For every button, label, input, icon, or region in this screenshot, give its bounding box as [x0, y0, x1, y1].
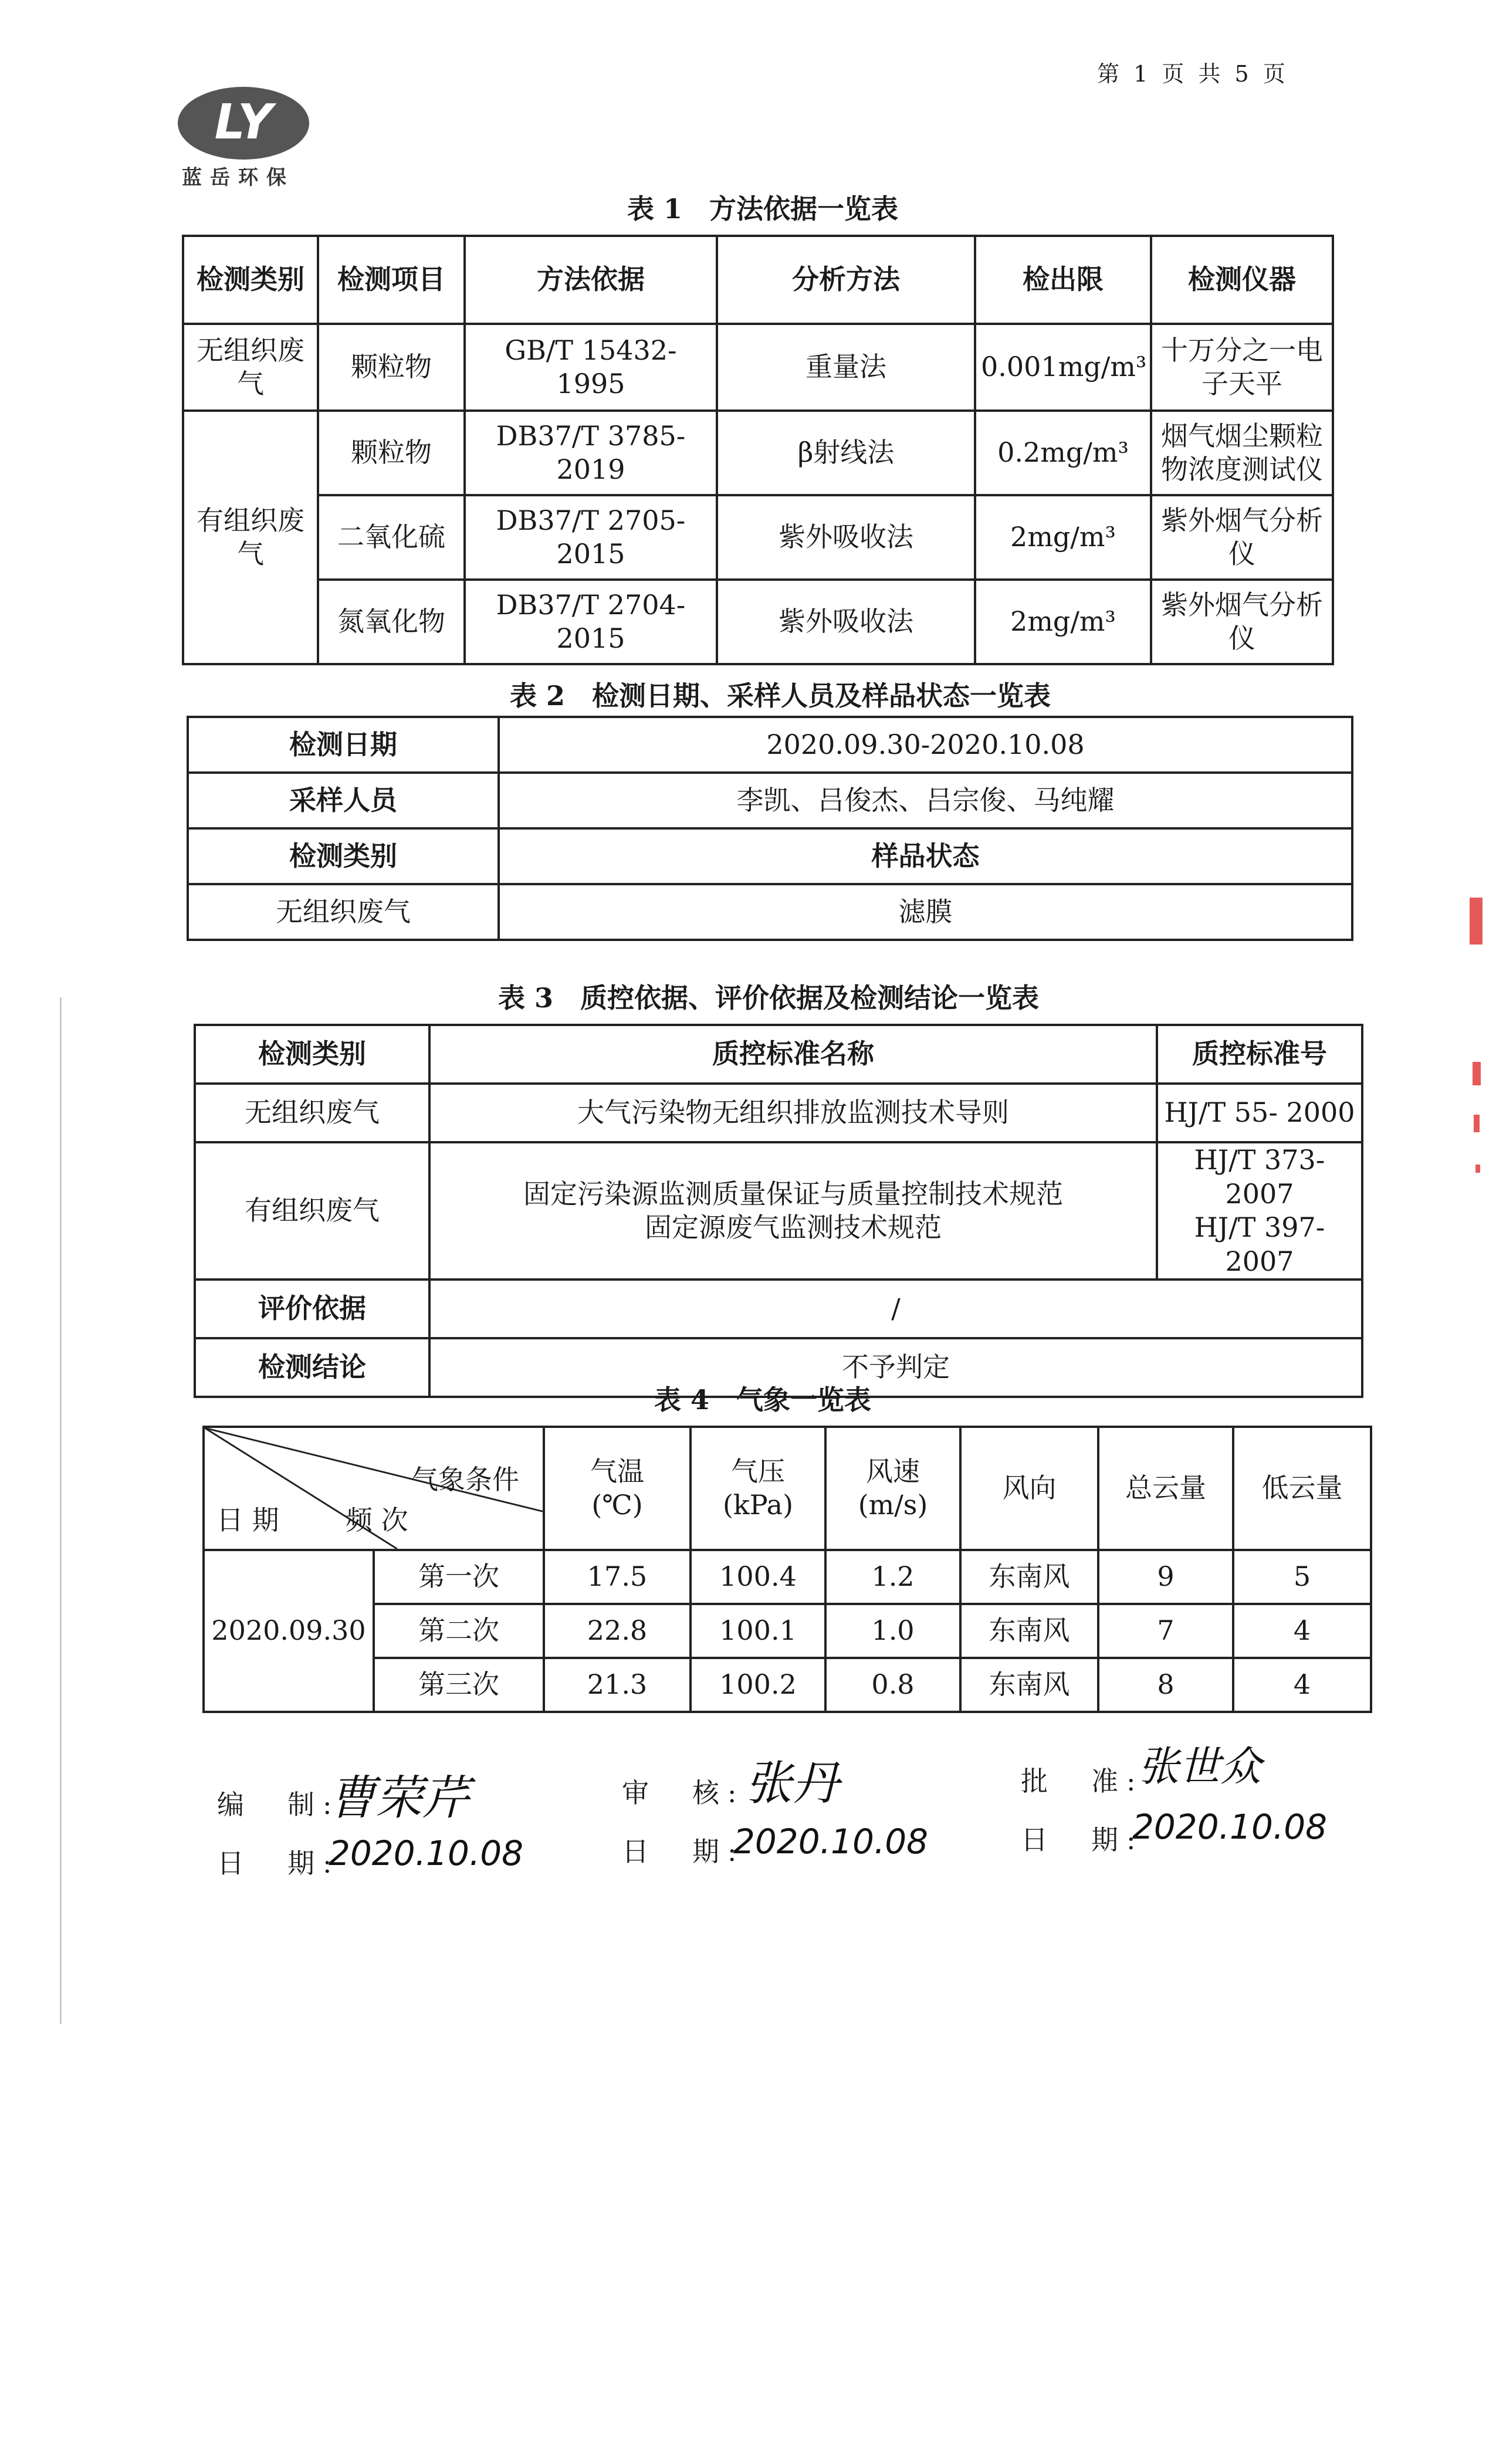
t1-instrument: 紫外烟气分析仪: [1151, 580, 1333, 664]
t4-temp: 21.3: [544, 1658, 691, 1712]
t2-date-label: 检测日期: [188, 717, 499, 773]
table-row: [183, 580, 1333, 664]
t1-instrument: 紫外烟气分析仪: [1151, 495, 1333, 580]
t2-date-value: 2020.09.30-2020.10.08: [499, 717, 1352, 773]
t1-item: 颗粒物: [318, 324, 465, 411]
t4-header-unit: (kPa): [722, 1489, 794, 1521]
t4-header-label: 风速: [866, 1455, 920, 1487]
t4-wind-dir: 东南风: [960, 1604, 1098, 1658]
compiler-date-label: 日 期:: [217, 1847, 340, 1879]
t4-header: [691, 1427, 825, 1550]
page-number: 第 1 页 共 5 页: [1097, 61, 1289, 87]
t2-sampler-value: 李凯、吕俊杰、吕宗俊、马纯耀: [499, 773, 1352, 828]
t3-conclusion-label: 检测结论: [195, 1338, 429, 1397]
t3-standard-code: HJ/T 55- 2000: [1157, 1084, 1362, 1142]
table-row: [183, 324, 1333, 411]
t1-limit: 0.001mg/m³: [975, 324, 1151, 411]
t3-standard-name: 固定污染源监测质量保证与质量控制技术规范: [523, 1177, 1063, 1210]
t4-header-label: 总云量: [1125, 1472, 1206, 1504]
t1-instrument: 十万分之一电子天平: [1151, 324, 1333, 411]
t4-freq: 第三次: [374, 1658, 544, 1712]
table4-caption: 表 4 气象一览表: [654, 1384, 872, 1416]
t1-limit: 2mg/m³: [975, 495, 1151, 580]
table3-caption: 表 3 质控依据、评价依据及检测结论一览表: [497, 982, 1040, 1014]
t3-standard-name: 固定源废气监测技术规范: [645, 1211, 942, 1243]
t1-header: 检测项目: [318, 236, 465, 324]
t4-diagonal-header: [204, 1427, 544, 1550]
t4-header-unit: (m/s): [858, 1489, 928, 1521]
t2-sampler-label: 采样人员: [188, 773, 499, 828]
t3-header: 质控标准名称: [429, 1025, 1157, 1084]
t4-wind-speed: 0.8: [825, 1658, 960, 1712]
logo-text: 蓝岳环保: [182, 166, 295, 189]
table-row: [195, 1084, 1362, 1142]
table1-method-basis: [182, 235, 1334, 665]
t4-header: [825, 1427, 960, 1550]
t4-header-unit: (℃): [591, 1489, 643, 1521]
t4-total-cloud: 9: [1098, 1550, 1233, 1604]
t4-total-cloud: 7: [1098, 1604, 1233, 1658]
t3-eval-label: 评价依据: [195, 1280, 429, 1338]
stamp-edge-mark: [1474, 1115, 1480, 1132]
table-row: [204, 1658, 1371, 1712]
t1-header: 分析方法: [717, 236, 975, 324]
compiler-signature: 曹荣芹: [329, 1771, 469, 1825]
t4-temp: 22.8: [544, 1604, 691, 1658]
t4-header: [544, 1427, 691, 1550]
t1-item: 颗粒物: [318, 411, 465, 495]
t4-header: [960, 1427, 1098, 1550]
t4-low-cloud: 5: [1233, 1550, 1371, 1604]
t1-analysis: 紫外吸收法: [717, 580, 975, 664]
t1-limit: 0.2mg/m³: [975, 411, 1151, 495]
t3-header: 检测类别: [195, 1025, 429, 1084]
t4-diag-mid: 频 次: [346, 1504, 408, 1536]
approver-signature: 张世众: [1138, 1742, 1261, 1791]
t1-header: 检测仪器: [1151, 236, 1333, 324]
reviewer-label: 审 核:: [622, 1777, 745, 1809]
t4-date: 2020.09.30: [204, 1550, 374, 1712]
t4-header: [1233, 1427, 1371, 1550]
t1-header: 检出限: [975, 236, 1151, 324]
t1-category: 有组织废气: [183, 411, 318, 664]
t4-wind-dir: 东南风: [960, 1550, 1098, 1604]
t1-item: 氮氧化物: [318, 580, 465, 664]
table4-weather: [202, 1426, 1372, 1713]
t1-analysis: 重量法: [717, 324, 975, 411]
t2-category-label: 检测类别: [188, 828, 499, 884]
t4-header: [1098, 1427, 1233, 1550]
t4-header-label: 风向: [1002, 1472, 1057, 1504]
t4-diag-bottom: 日 期: [216, 1504, 279, 1536]
reviewer-date: 2020.10.08: [733, 1822, 929, 1861]
t4-header-label: 气温: [590, 1455, 644, 1487]
table-row: [183, 495, 1333, 580]
t4-wind-speed: 1.0: [825, 1604, 960, 1658]
t1-analysis: 紫外吸收法: [717, 495, 975, 580]
t4-low-cloud: 4: [1233, 1604, 1371, 1658]
scan-margin-line: [60, 997, 62, 2024]
t4-pressure: 100.2: [691, 1658, 825, 1712]
compiler-date: 2020.10.08: [329, 1833, 524, 1873]
t3-standard-code: HJ/T 373-2007: [1194, 1144, 1325, 1210]
t4-header-label: 气压: [731, 1455, 785, 1487]
t3-category: 无组织废气: [195, 1084, 429, 1142]
t1-method: DB37/T 2704-2015: [465, 580, 717, 664]
t2-state-label: 样品状态: [499, 828, 1352, 884]
t3-standard-name: 大气污染物无组织排放监测技术导则: [429, 1084, 1157, 1142]
reviewer-signature: 张丹: [745, 1756, 839, 1810]
reviewer-date-label: 日 期:: [622, 1836, 745, 1867]
t4-pressure: 100.4: [691, 1550, 825, 1604]
t3-conclusion-value: 不予判定: [429, 1338, 1362, 1397]
t3-standard-code: HJ/T 397-2007: [1194, 1211, 1325, 1277]
t4-pressure: 100.1: [691, 1604, 825, 1658]
t4-freq: 第二次: [374, 1604, 544, 1658]
t1-header: 检测类别: [183, 236, 318, 324]
approver-date-label: 日 期:: [1021, 1824, 1144, 1856]
t3-header: 质控标准号: [1157, 1025, 1362, 1084]
stamp-edge-mark: [1473, 1062, 1481, 1085]
t4-low-cloud: 4: [1233, 1658, 1371, 1712]
t1-method: DB37/T 2705-2015: [465, 495, 717, 580]
approver-date: 2020.10.08: [1132, 1807, 1328, 1847]
table1-caption: 表 1 方法依据一览表: [627, 193, 899, 225]
t1-item: 二氧化硫: [318, 495, 465, 580]
t4-total-cloud: 8: [1098, 1658, 1233, 1712]
t1-limit: 2mg/m³: [975, 580, 1151, 664]
t1-analysis: β射线法: [717, 411, 975, 495]
table3-quality-control: [194, 1024, 1363, 1398]
table2-caption: 表 2 检测日期、采样人员及样品状态一览表: [509, 680, 1051, 712]
t1-category: 无组织废气: [183, 324, 318, 411]
t4-wind-dir: 东南风: [960, 1658, 1098, 1712]
t4-header-label: 低云量: [1261, 1472, 1343, 1504]
logo-mark: LY: [214, 94, 273, 150]
t3-category: 有组织废气: [195, 1142, 429, 1280]
table-row: [204, 1604, 1371, 1658]
t2-state-value: 滤膜: [499, 884, 1352, 940]
table-row: [195, 1142, 1362, 1280]
t1-method: GB/T 15432-1995: [465, 324, 717, 411]
table-row: [204, 1550, 1371, 1604]
stamp-edge-mark: [1470, 898, 1483, 945]
t1-instrument: 烟气烟尘颗粒物浓度测试仪: [1151, 411, 1333, 495]
t3-eval-value: /: [429, 1280, 1362, 1338]
t4-wind-speed: 1.2: [825, 1550, 960, 1604]
compiler-label: 编 制:: [217, 1789, 340, 1820]
t1-header: 方法依据: [465, 236, 717, 324]
t4-diag-top: 气象条件: [411, 1464, 519, 1495]
stamp-edge-mark: [1475, 1165, 1480, 1173]
table2-date-sampling: [187, 716, 1353, 941]
t4-temp: 17.5: [544, 1550, 691, 1604]
approver-label: 批 准:: [1021, 1765, 1144, 1797]
t1-method: DB37/T 3785-2019: [465, 411, 717, 495]
t4-freq: 第一次: [374, 1550, 544, 1604]
table-row: [183, 411, 1333, 495]
t2-category-value: 无组织废气: [188, 884, 499, 940]
